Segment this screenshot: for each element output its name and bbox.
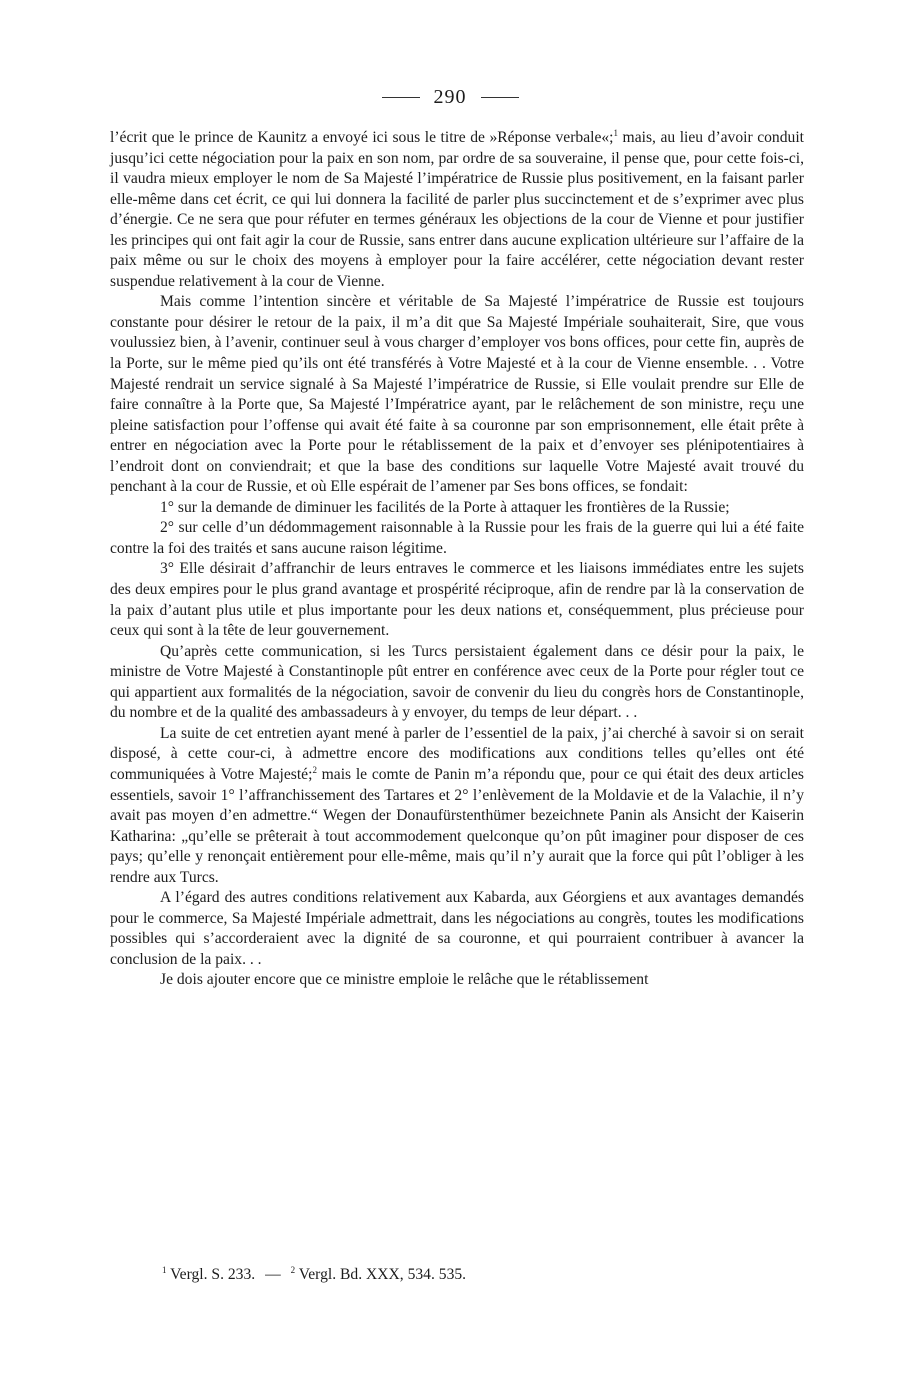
paragraph-text: 1° sur la demande de diminuer les facilités de la Porte à attaquer les frontières de la Russie; <box>160 498 730 516</box>
paragraph-text: Mais comme l’intention sincère et véritable de Sa Majesté l’impératrice de Russie est toujours constante pour désirer le retour de la paix, il m’a dit que Sa Majesté Impériale souhaiterait, Sire, que vous voulussiez bien, à l’avenir, continuer seul à vous charger d’employer vos bons offices, pour cette fin, auprès de la Porte, sur le même pied qu’ils ont été transférés à Votre Majesté et à la cour de Vienne ensemble. . . Votre Majesté rendrait un service signalé à Sa Majesté l’impératrice de Russie, si Elle voulait prendre sur Elle de faire connaître à la Porte que, Sa Majesté l’Impératrice ayant, par le relâchement de son ministre, reçu une pleine satisfaction pour l’offense qui avait été faite à sa couronne par son emprisonnement, elle était prête à entrer en négociation avec la Porte pour le rétablissement de la paix et d’envoyer ses plénipotentiaires à l’endroit dont on conviendrait; et que la base des conditions sur laquelle Votre Majesté avait trouvé du penchant à la cour de Russie, et où Elle espérait de l’amener par Ses bons offices, se fondait: <box>110 293 804 496</box>
page-header <box>0 86 900 109</box>
paragraph <box>110 724 804 888</box>
paragraph-text: Je dois ajouter encore que ce ministre emploie le relâche que le rétablissement <box>160 971 649 989</box>
paragraph <box>110 498 804 519</box>
paragraph <box>110 559 804 641</box>
footnote-reference: 1 <box>613 127 619 138</box>
paragraph <box>110 292 804 497</box>
paragraph-text: La suite de cet entretien ayant mené à parler de l’essentiel de la paix, j’ai cherché à savoir si on serait disposé, à cette cour-ci, à admettre encore des modifications aux conditions telles qu’elles ont été communiquées à Votre Majesté; <box>110 724 804 783</box>
paragraph-text: Qu’après cette communication, si les Turcs persistaient également dans ce désir pour la paix, le ministre de Votre Majesté à Constantinople pût entrer en conférence avec ceux de la Porte pour régler tout ce qui appartient aux formalités de la négociation, savoir de convenir du lieu du congrès hors de Constantinople, du nombre et de la qualité des ambassadeurs à y envoyer, du temps de leur départ. . . <box>110 642 804 722</box>
paragraph <box>110 888 804 970</box>
footnote-2: Vergl. Bd. XXX, 534. 535. <box>298 1266 467 1283</box>
footnote-marker-2: 2 <box>290 1264 296 1275</box>
footnote-separator: — <box>265 1266 281 1283</box>
paragraph-text: l’écrit que le prince de Kaunitz a envoyé ici sous le titre de »Réponse verbale«; <box>110 129 614 146</box>
page-number: 290 <box>433 86 467 108</box>
paragraph <box>110 642 804 724</box>
paragraph-text: A l’égard des autres conditions relativement aux Kabarda, aux Géorgiens et aux avantages demandés pour le commerce, Sa Majesté Impériale admettrait, dans les négociations au congrès, toutes les modifications possibles qui s’accorderaient avec la dignité de sa couronne, et qui pourraient contribuer à avancer la conclusion de la paix. . . <box>110 889 804 968</box>
footnote-marker-1: 1 <box>162 1264 167 1275</box>
footnote-1: Vergl. S. 233. <box>170 1266 256 1283</box>
paragraph <box>110 128 804 292</box>
paragraph <box>110 518 804 559</box>
paragraph-text: 2° sur celle d’un dédommagement raisonnable à la Russie pour les frais de la guerre qui lui a été faite contre la foi des traités et sans aucune raison légitime. <box>110 519 804 557</box>
paragraph <box>110 970 804 991</box>
paragraph-text: mais, au lieu d’avoir conduit jusqu’ici cette négociation pour la paix en son nom, par ordre de sa souveraine, il pense que, pour cette fois-ci, il vaudra mieux employer le nom de Sa Majesté l’impératrice de Russie plus positivement, en la faisant parler elle-même dans cet écrit, ce qui lui donnera la facilité de parler plus succinctement et de s’exprimer avec plus d’énergie. Ce ne sera que pour réfuter en termes généraux les objections de la cour de Vienne et pour justifier les principes qui ont fait agir la cour de Russie, sans entrer dans aucune explication ultérieure sur l’affaire de la paix même ou sur le choix des moyens à employer pour la faire accélérer, cette négociation devant rester suspendue relativement à la cour de Vienne. <box>110 129 804 290</box>
header-rule-left <box>382 97 420 98</box>
footnotes <box>162 1265 822 1285</box>
body-text <box>110 128 804 991</box>
footnote-reference: 2 <box>312 764 317 775</box>
paragraph-text: 3° Elle désirait d’affranchir de leurs entraves le commerce et les liaisons immédiates entre les sujets des deux empires pour le plus grand avantage et prospérité réciproque, afin de rendre par là la conservation de la paix d’autant plus utile et plus importante pour les deux nations et, conséquemment, plus précieuse pour ceux qui sont à la tête de leur gouvernement. <box>110 560 804 640</box>
header-rule-right <box>481 97 519 98</box>
paragraph-text: mais le comte de Panin m’a répondu que, pour ce qui était des deux articles essentiels, savoir 1° l’affranchissement des Tartares et 2° l’enlèvement de la Moldavie et de la Valachie, il n’y avait pas moyen d’en admettre.“ Wegen der Donaufürstenthümer bezeichnete Panin als Ansicht der Kaiserin Katharina: „qu’elle se prêterait à tout accommodement quelconque qu’on pût imaginer pour disposer de ces pays; qu’elle y renonçait entièrement pour elle-même, mais qu’il n’y aurait que la force qui pût l’obliger à les rendre aux Turcs. <box>110 765 805 886</box>
